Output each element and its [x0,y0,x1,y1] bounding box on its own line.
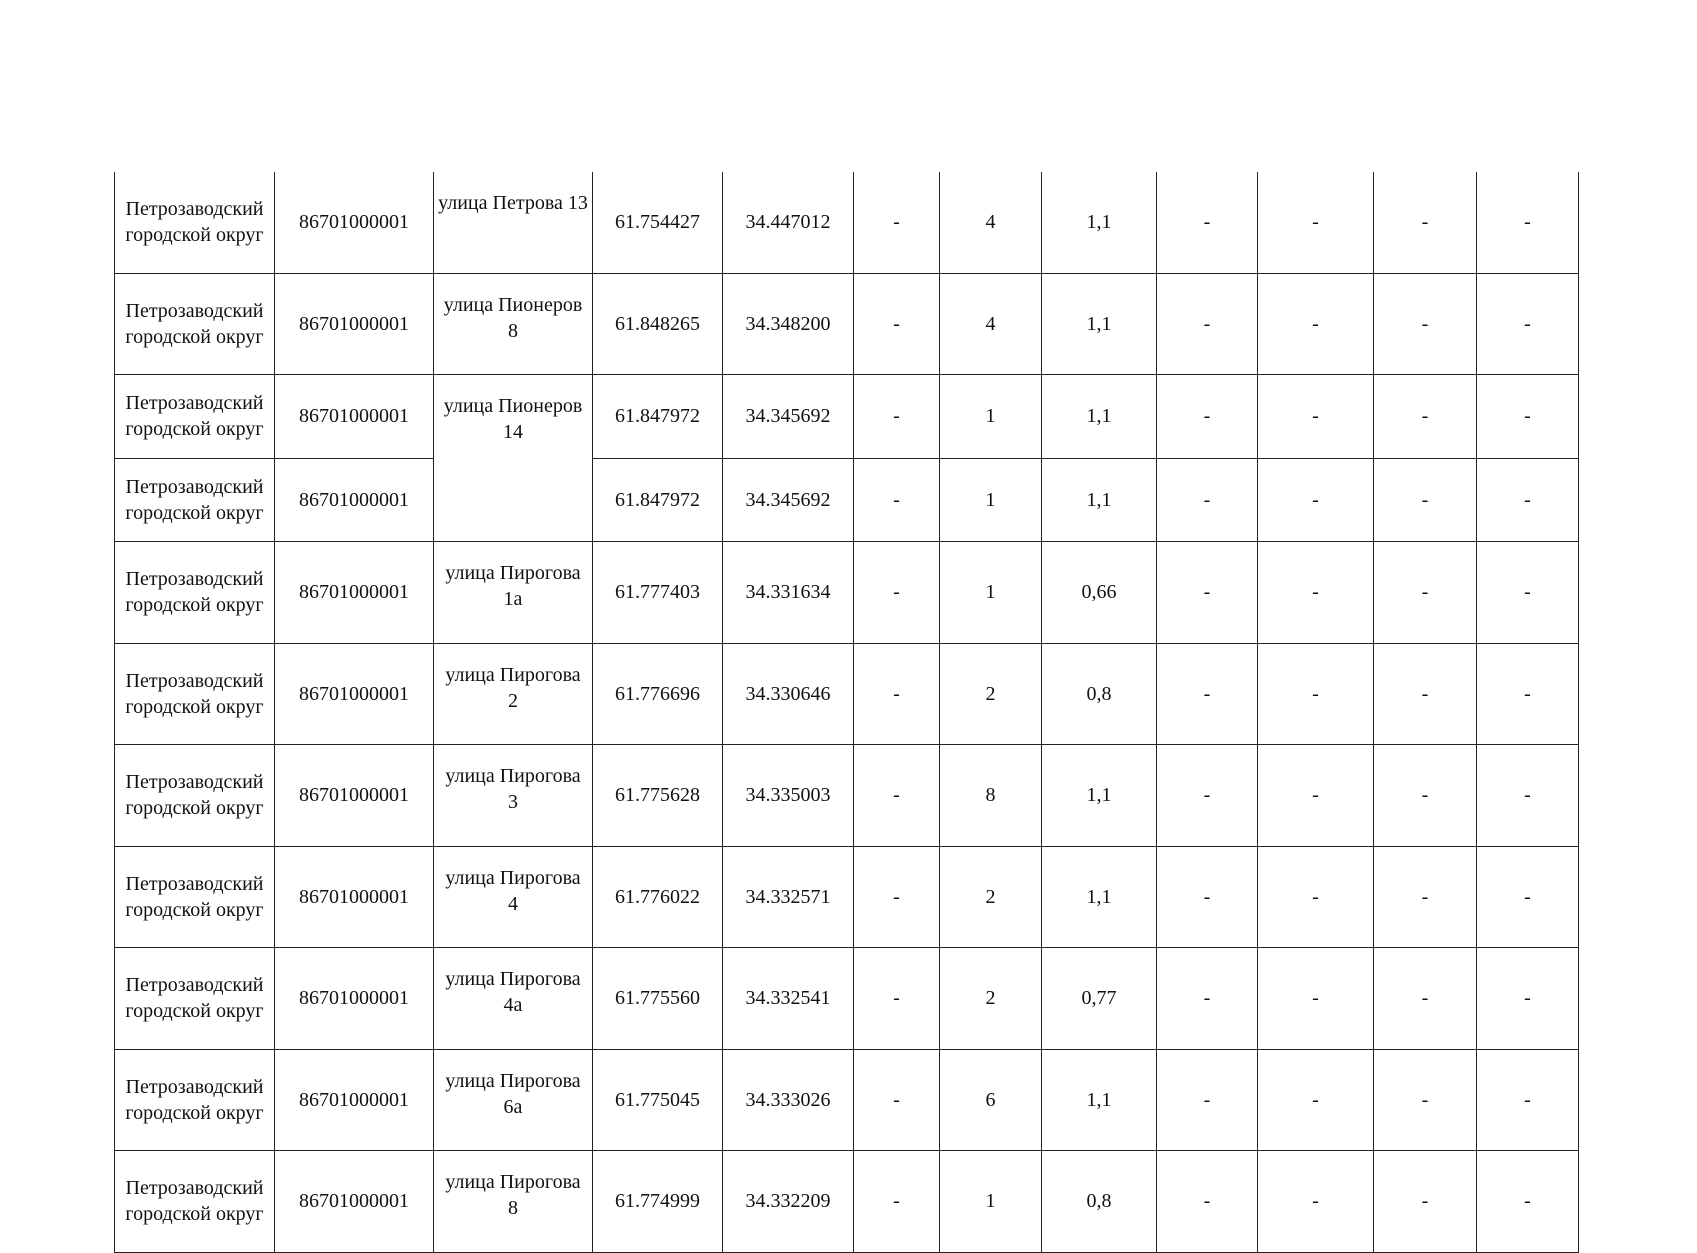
value-cell: - [1477,375,1579,459]
municipality-cell: Петрозаводский городской округ [115,745,275,847]
municipality-cell: Петрозаводский городской округ [115,846,275,948]
address-cell: улица Пирогова 3 [434,745,593,847]
municipality-cell: Петрозаводский городской округ [115,375,275,459]
latitude-cell: 61.754427 [593,172,723,273]
value-cell: - [1258,1049,1374,1151]
value-cell: - [854,643,940,745]
address-cell: улица Пирогова 2 [434,643,593,745]
value-cell: - [1374,846,1477,948]
oktmo-cell: 86701000001 [275,458,434,542]
longitude-cell: 34.331634 [723,542,854,644]
value-cell: 1,1 [1042,1049,1157,1151]
value-cell: - [1477,273,1579,375]
address-cell: улица Пионеров 14 [434,375,593,542]
value-cell: - [1477,542,1579,644]
value-cell: - [1157,375,1258,459]
value-cell: - [1374,542,1477,644]
municipality-cell: Петрозаводский городской округ [115,172,275,273]
value-cell: 4 [940,273,1042,375]
value-cell: - [854,1049,940,1151]
latitude-cell: 61.776022 [593,846,723,948]
value-cell: - [1157,643,1258,745]
table-row [115,273,1579,375]
address-cell: улица Пирогова 4а [434,948,593,1050]
value-cell: 0,77 [1042,948,1157,1050]
value-cell: - [1477,643,1579,745]
value-cell: - [1157,172,1258,273]
value-cell: - [1157,846,1258,948]
longitude-cell: 34.332571 [723,846,854,948]
value-cell: - [1157,273,1258,375]
value-cell: - [854,542,940,644]
value-cell: - [1258,273,1374,375]
oktmo-cell: 86701000001 [275,172,434,273]
value-cell: 1 [940,375,1042,459]
address-cell: улица Петрова 13 [434,172,593,273]
oktmo-cell: 86701000001 [275,542,434,644]
value-cell: 2 [940,846,1042,948]
value-cell: - [1258,542,1374,644]
address-cell: улица Пионеров 8 [434,273,593,375]
oktmo-cell: 86701000001 [275,745,434,847]
value-cell: 1,1 [1042,846,1157,948]
latitude-cell: 61.776696 [593,643,723,745]
value-cell: - [1477,846,1579,948]
value-cell: - [1477,948,1579,1050]
value-cell: 1 [940,542,1042,644]
value-cell: 1,1 [1042,273,1157,375]
value-cell: - [1258,643,1374,745]
table-row [115,1049,1579,1151]
value-cell: 6 [940,1049,1042,1151]
value-cell: 2 [940,948,1042,1050]
value-cell: 0,66 [1042,542,1157,644]
oktmo-cell: 86701000001 [275,1151,434,1253]
longitude-cell: 34.332541 [723,948,854,1050]
value-cell: - [1374,745,1477,847]
value-cell: 1,1 [1042,172,1157,273]
value-cell: 1,1 [1042,458,1157,542]
latitude-cell: 61.777403 [593,542,723,644]
latitude-cell: 61.775045 [593,1049,723,1151]
value-cell: - [1477,172,1579,273]
longitude-cell: 34.332209 [723,1151,854,1253]
value-cell: - [854,846,940,948]
municipality-cell: Петрозаводский городской округ [115,948,275,1050]
value-cell: 1,1 [1042,745,1157,847]
value-cell: - [1258,1151,1374,1253]
value-cell: - [1477,1049,1579,1151]
longitude-cell: 34.345692 [723,458,854,542]
value-cell: - [1374,375,1477,459]
oktmo-cell: 86701000001 [275,643,434,745]
address-cell: улица Пирогова 6а [434,1049,593,1151]
value-cell: - [1258,948,1374,1050]
value-cell: - [1477,745,1579,847]
table-row [115,1151,1579,1253]
oktmo-cell: 86701000001 [275,846,434,948]
value-cell: 0,8 [1042,1151,1157,1253]
value-cell: - [1258,745,1374,847]
table-row [115,542,1579,644]
value-cell: - [854,745,940,847]
table-row [115,643,1579,745]
latitude-cell: 61.847972 [593,458,723,542]
latitude-cell: 61.774999 [593,1151,723,1253]
value-cell: 2 [940,643,1042,745]
municipality-cell: Петрозаводский городской округ [115,458,275,542]
latitude-cell: 61.775560 [593,948,723,1050]
table-row [115,846,1579,948]
value-cell: - [1477,458,1579,542]
value-cell: - [1258,172,1374,273]
longitude-cell: 34.348200 [723,273,854,375]
municipality-cell: Петрозаводский городской округ [115,643,275,745]
value-cell: - [1374,948,1477,1050]
value-cell: - [1157,1049,1258,1151]
value-cell: - [854,375,940,459]
table-row [115,458,1579,542]
oktmo-cell: 86701000001 [275,273,434,375]
oktmo-cell: 86701000001 [275,1049,434,1151]
value-cell: - [1374,643,1477,745]
value-cell: 1 [940,1151,1042,1253]
municipality-cell: Петрозаводский городской округ [115,542,275,644]
table-row [115,948,1579,1050]
address-cell: улица Пирогова 8 [434,1151,593,1253]
value-cell: - [1374,1151,1477,1253]
longitude-cell: 34.333026 [723,1049,854,1151]
latitude-cell: 61.775628 [593,745,723,847]
value-cell: - [1157,948,1258,1050]
oktmo-cell: 86701000001 [275,948,434,1050]
address-cell: улица Пирогова 4 [434,846,593,948]
latitude-cell: 61.847972 [593,375,723,459]
value-cell: - [854,1151,940,1253]
value-cell: - [1157,458,1258,542]
value-cell: - [1157,1151,1258,1253]
longitude-cell: 34.335003 [723,745,854,847]
data-table [114,172,1579,1253]
value-cell: - [1258,375,1374,459]
table-row [115,745,1579,847]
address-cell: улица Пирогова 1а [434,542,593,644]
value-cell: - [854,458,940,542]
value-cell: - [1258,846,1374,948]
value-cell: - [1374,273,1477,375]
municipality-cell: Петрозаводский городской округ [115,1151,275,1253]
longitude-cell: 34.345692 [723,375,854,459]
longitude-cell: 34.447012 [723,172,854,273]
latitude-cell: 61.848265 [593,273,723,375]
value-cell: - [1477,1151,1579,1253]
value-cell: 1 [940,458,1042,542]
value-cell: - [1374,458,1477,542]
municipality-cell: Петрозаводский городской округ [115,1049,275,1151]
value-cell: - [1374,1049,1477,1151]
value-cell: - [1157,542,1258,644]
value-cell: - [1157,745,1258,847]
value-cell: 1,1 [1042,375,1157,459]
table-row [115,375,1579,459]
table-row [115,172,1579,273]
oktmo-cell: 86701000001 [275,375,434,459]
value-cell: 4 [940,172,1042,273]
municipality-cell: Петрозаводский городской округ [115,273,275,375]
value-cell: - [854,273,940,375]
value-cell: - [854,948,940,1050]
value-cell: - [854,172,940,273]
value-cell: 8 [940,745,1042,847]
longitude-cell: 34.330646 [723,643,854,745]
value-cell: - [1374,172,1477,273]
value-cell: 0,8 [1042,643,1157,745]
value-cell: - [1258,458,1374,542]
